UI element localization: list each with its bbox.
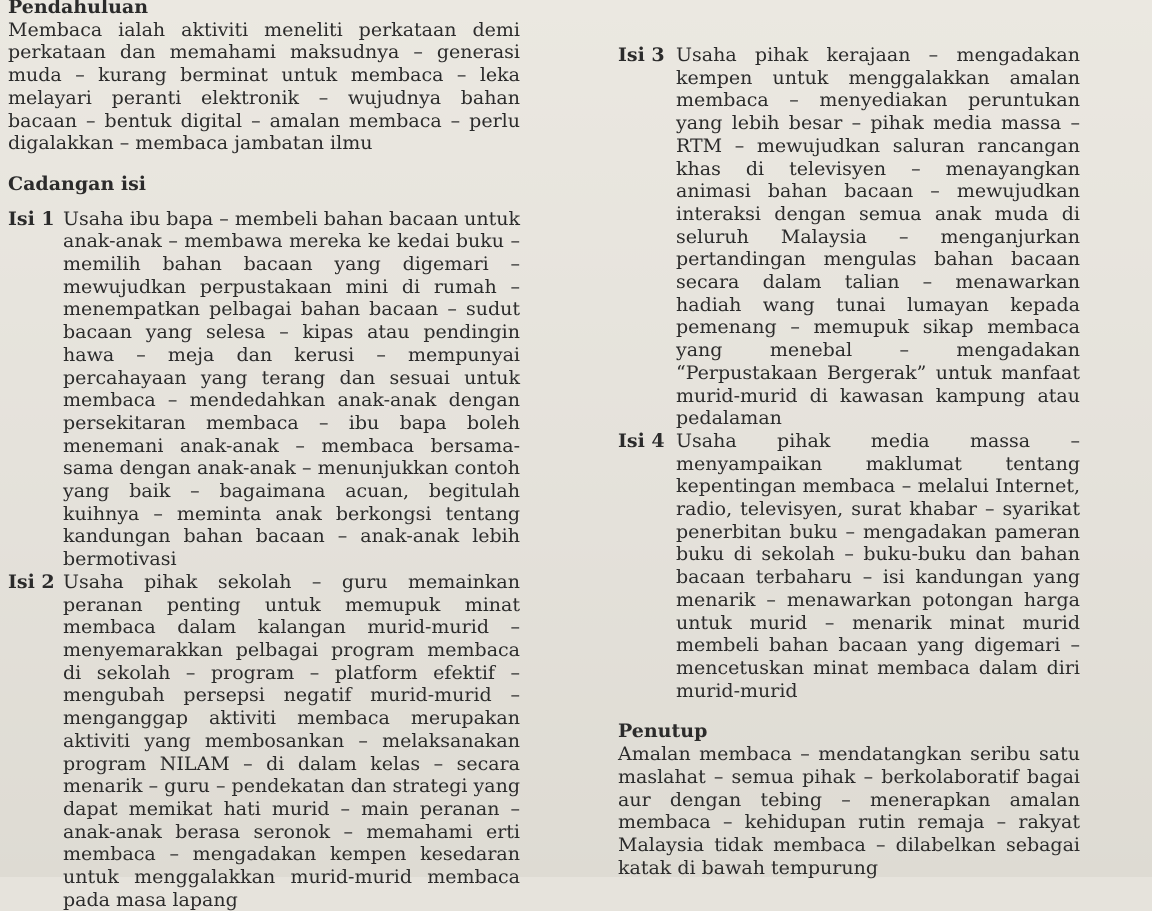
isi-3-label: Isi 3 [618, 44, 665, 66]
intro-heading: Pendahuluan [8, 0, 149, 18]
isi-2-text: Usaha pihak sekolah – guru memainkan peranan penting untuk memupuk minat membaca dalam kalangan murid-murid – menyemarakkan pelbagai program membaca di sekolah – program – platform efektif – mengubah persepsi negatif murid-murid – menganggap aktiviti membaca merupakan aktiviti yang membosankan – melaksanakan program NILAM – di dalam kelas – secara menarik – guru – pendekatan dan strategi yang dapat memikat hati murid – main peranan – anak-anak berasa seronok – memahami erti membaca – mengadakan kempen kesedaran untuk menggalakkan murid-murid membaca pada masa lapang [63, 570, 520, 911]
intro-text: Membaca ialah aktiviti meneliti perkataan demi perkataan dan memahami maksudnya – generasi muda – kurang berminat untuk membaca – leka melayari peranti elektronik – wujudnya bahan bacaan – bentuk digital – amalan membaca – perlu digalakkan – membaca jambatan ilmu [8, 18, 520, 155]
isi-3-text: Usaha pihak kerajaan – mengadakan kempen untuk menggalakkan amalan membaca – menyediakan peruntukan yang lebih besar – pihak media massa – RTM – mewujudkan saluran rancangan khas di televisyen – menayangkan animasi bahan bacaan – mewujudkan interaksi dengan semua anak muda di seluruh Malaysia – menganjurkan pertandingan mengulas bahan bacaan secara dalam talian – menawarkan hadiah wang tunai lumayan kepada pemenang – memupuk sikap membaca yang menebal – mengadakan “Perpustakaan Bergerak” untuk manfaat murid-murid di kawasan kampung atau pedalaman [676, 44, 1080, 430]
penutup-heading: Penutup [618, 720, 708, 743]
isi-4 [618, 430, 1080, 702]
isi-1-label: Isi 1 [8, 207, 55, 230]
cadangan-heading: Cadangan isi [8, 172, 147, 195]
isi-4-label: Isi 4 [618, 429, 665, 452]
isi-4-text: Usaha pihak media massa – menyampaikan maklumat tentang kepentingan membaca – melalui Internet, radio, televisyen, surat khabar – syarikat penerbitan buku – mengadakan pameran buku di sekolah – buku-buku dan bahan bacaan terbaharu – isi kandungan yang menarik – menawarkan potongan harga untuk murid – menarik minat murid membeli bahan bacaan yang digemari – mencetuskan minat membaca dalam diri murid-murid [676, 429, 1080, 702]
isi-3 [618, 44, 1080, 430]
isi-2-label: Isi 2 [8, 570, 55, 593]
right-column [618, 44, 1080, 879]
isi-2 [8, 571, 520, 911]
left-column [8, 0, 520, 911]
isi-1-text: Usaha ibu bapa – membeli bahan bacaan untuk anak-anak – membawa mereka ke kedai buku – memilih bahan bacaan yang digemari – mewujudkan perpustakaan mini di rumah – menempatkan pelbagai bahan bacaan – sudut bacaan yang selesa – kipas atau pendingin hawa – meja dan kerusi – mempunyai percahayaan yang terang dan sesuai untuk membaca – mendedahkan anak-anak dengan persekitaran membaca – ibu bapa boleh menemani anak-anak – membaca bersama-sama dengan anak-anak – menunjukkan contoh yang baik – bagaimana acuan, begitulah kuihnya – meminta anak berkongsi tentang kandungan bahan bacaan – anak-anak lebih bermotivasi [63, 207, 520, 571]
isi-1 [8, 208, 520, 571]
penutup-text: Amalan membaca – mendatangkan seribu satu maslahat – semua pihak – berkolaboratif bagai aur dengan tebing – menerapkan amalan membaca – kehidupan rutin remaja – rakyat Malaysia tidak membaca – dilabelkan sebagai katak di bawah tempurung [618, 743, 1080, 879]
